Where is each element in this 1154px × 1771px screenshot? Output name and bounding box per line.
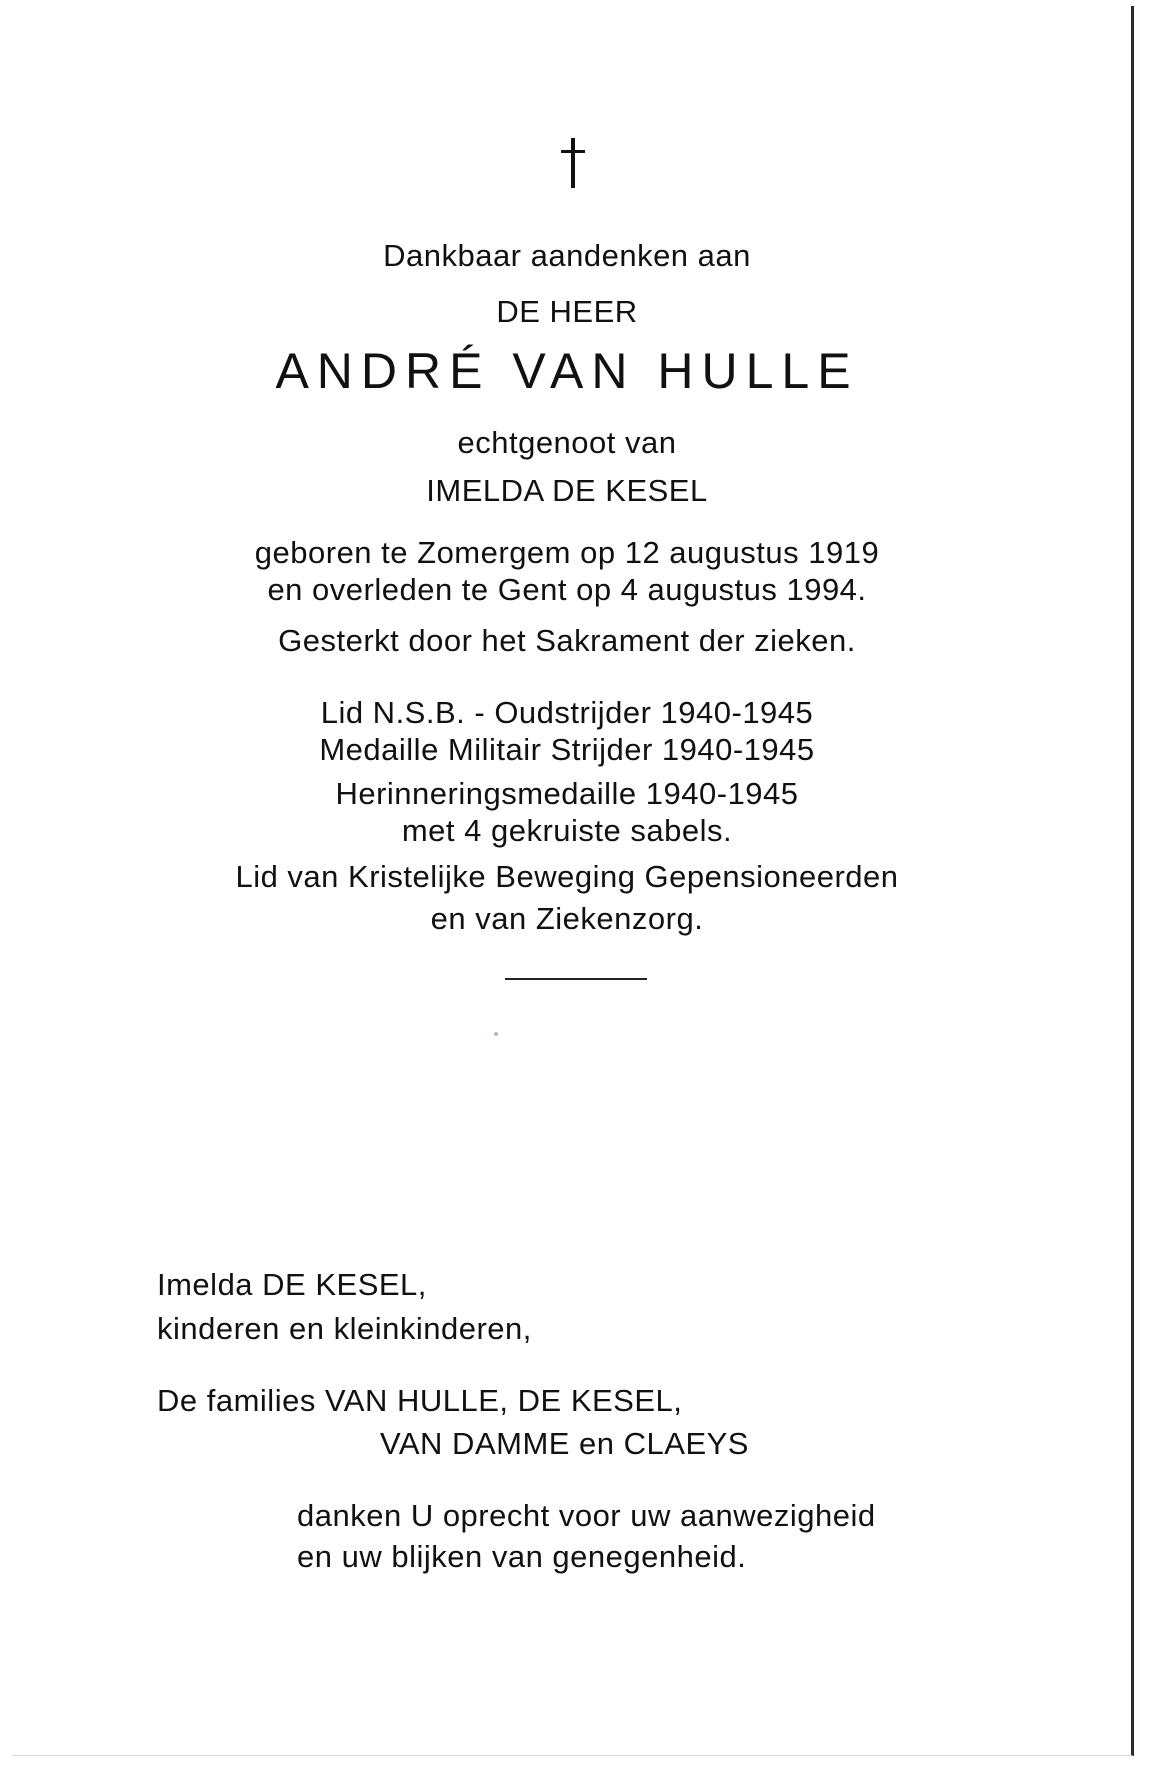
birth-line: geboren te Zomergem op 12 augustus 1919 [254,535,880,570]
membership-line: en van Ziekenzorg. [430,901,704,936]
death-line: en overleden te Gent op 4 augustus 1994. [267,572,867,607]
thanks-message-cont: en uw blijken van genegenheid. [297,1539,747,1574]
intro-text: Dankbaar aandenken aan [383,238,751,273]
membership-line: Lid van Kristelijke Beweging Gepensioneerden [235,859,899,894]
thanks-families-cont: VAN DAMME en CLAEYS [380,1426,749,1461]
thanks-families: De families VAN HULLE, DE KESEL, [157,1383,683,1418]
spouse-name: IMELDA DE KESEL [426,473,708,508]
honor-line: Herinneringsmedaille 1940-1945 [335,776,799,811]
thanks-widow: Imelda DE KESEL, [157,1267,427,1302]
thanks-children: kinderen en kleinkinderen, [157,1311,532,1346]
honor-line: met 4 gekruiste sabels. [401,813,733,848]
cross-icon [554,138,594,190]
spouse-label: echtgenoot van [457,425,677,460]
honor-line: Lid N.S.B. - Oudstrijder 1940-1945 [320,695,814,730]
sacrament-line: Gesterkt door het Sakrament der zieken. [278,623,856,658]
deceased-name: ANDRÉ VAN HULLE [275,343,859,399]
thanks-message: danken U oprecht voor uw aanwezigheid [297,1498,876,1533]
title-text: DE HEER [496,294,638,329]
divider [505,978,647,980]
paper-speck [494,1032,498,1036]
honor-line: Medaille Militair Strijder 1940-1945 [319,732,815,767]
